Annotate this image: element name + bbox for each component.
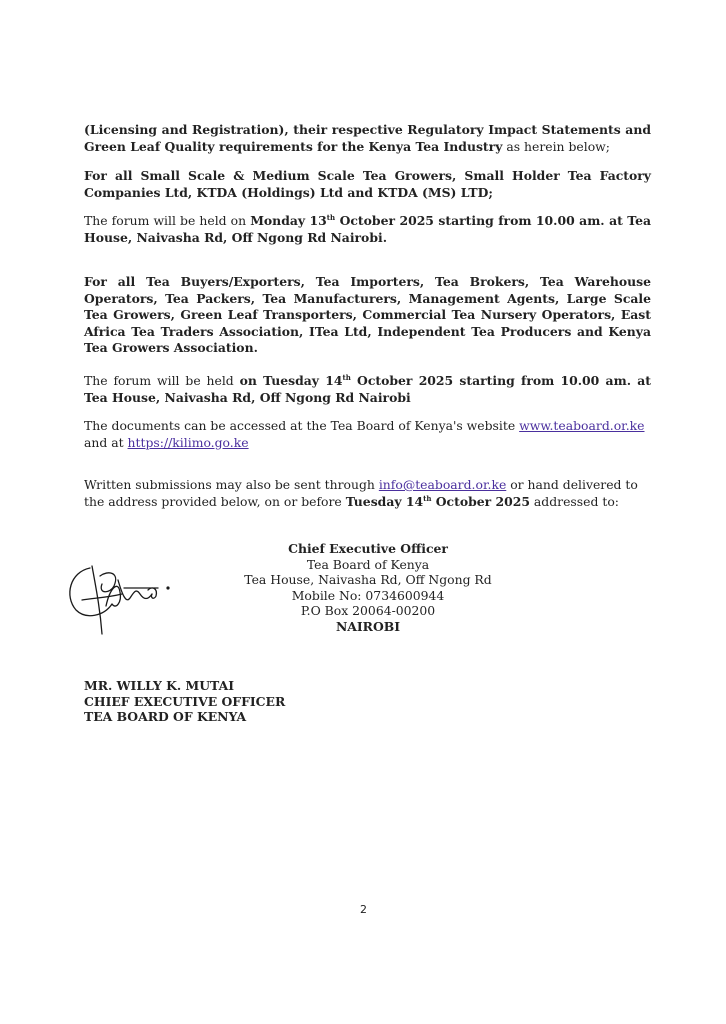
signatory-name: MR. WILLY K. MUTAI — [84, 678, 235, 693]
address-street: Tea House, Naivasha Rd, Off Ngong Rd — [244, 572, 492, 588]
paragraph-documents: The documents can be accessed at the Tea Board of Kenya's website www.teaboard.or.ke and at https://kilimo.go.ke — [84, 418, 645, 450]
address-city: NAIROBI — [335, 618, 401, 634]
paragraph-forum-monday: The forum will be held on Monday 13th October 2025 starting from 10.00 am. at Tea House, Naivasha Rd, Off Ngong Rd Nairobi. — [84, 213, 652, 245]
paragraph-tea-buyers: For all Tea Buyers/Exporters, Tea Importers, Tea Brokers, Tea Warehouse Operators, Tea Packers, Tea Manufacturers, Management Agents, Large Scale Tea Growers, Green Leaf Transporters, Commercial Tea Nursery Operators, East Africa Tea Traders Association, ITea Ltd, Independent Tea Producers and Kenya Tea Growers Association. — [84, 274, 651, 356]
address-pobox: P.O Box 20064-00200 — [300, 603, 436, 619]
address-mobile: Mobile No: 0734600944 — [291, 587, 445, 603]
teaboard-website-link[interactable]: www.teaboard.or.ke — [519, 418, 645, 433]
paragraph-licensing: (Licensing and Registration), their respective Regulatory Impact Statements and Green Leaf Quality requirements for the Kenya Tea Industry as herein below; — [84, 122, 651, 154]
signatory-title: CHIEF EXECUTIVE OFFICER — [84, 693, 286, 709]
email-link[interactable]: info@teaboard.or.ke — [378, 477, 507, 492]
address-org: Tea Board of Kenya — [306, 556, 430, 572]
page-number: 2 — [360, 903, 367, 916]
paragraph-forum-tuesday: The forum will be held on Tuesday 14th October 2025 starting from 10.00 am. at Tea House, Naivasha Rd, Off Ngong Rd Nairobi — [84, 373, 651, 405]
paragraph-small-scale-growers: For all Small Scale & Medium Scale Tea Growers, Small Holder Tea Factory Companies Ltd, KTDA (Holdings) Ltd and KTDA (MS) LTD; — [84, 168, 651, 200]
signature-icon — [62, 558, 180, 638]
address-title: Chief Executive Officer — [288, 541, 448, 556]
signatory-org: TEA BOARD OF KENYA — [84, 709, 247, 725]
kilimo-website-link[interactable]: https://kilimo.go.ke — [127, 434, 249, 450]
address-block — [215, 541, 521, 635]
signatory-block — [84, 678, 285, 725]
paragraph-submissions: Written submissions may also be sent through info@teaboard.or.ke or hand delivered to the address provided below, on or before Tuesday 14th October 2025 addressed to: — [84, 477, 638, 509]
